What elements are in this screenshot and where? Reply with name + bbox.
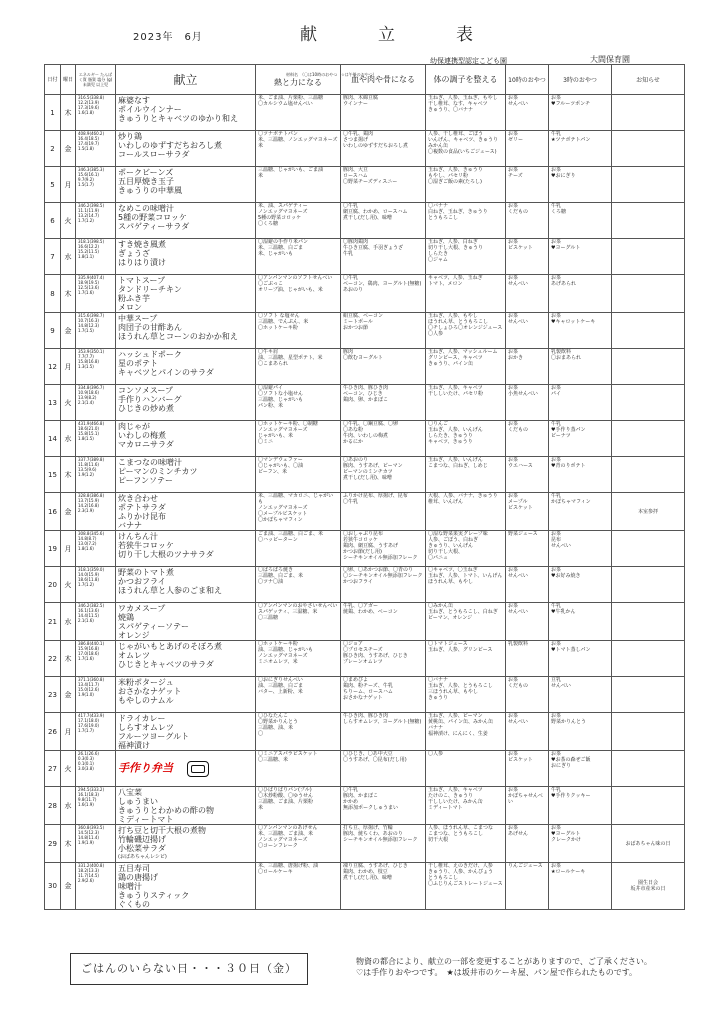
page-header xyxy=(0,0,723,64)
menu-note: (おばあちゃんレシピ) xyxy=(118,854,167,860)
table-row xyxy=(45,603,685,641)
col-snack10: 10時のおやつ xyxy=(506,65,549,95)
snack3-cell: 牛乳 ♥手作りクッキー xyxy=(549,787,612,825)
day-cell: 28 xyxy=(45,787,61,825)
red-ingredients-cell: 〇アンパンマンのソフトせんべい 〇ごぶっこ オリーブ油、じゃがいも、米 xyxy=(256,275,341,313)
snack10-cell: お茶 くだもの xyxy=(506,203,549,239)
snack10-cell: お茶 くだもの xyxy=(506,677,549,713)
menu-cell: ドライカレー しらすオムレツ フルーツヨーグルト 福神漬け xyxy=(116,713,256,751)
snack10-cell: お茶 小魚せんべい xyxy=(506,385,549,421)
day-cell: 21 xyxy=(45,603,61,641)
snack10-cell: りんごジュース xyxy=(506,863,549,910)
table-row xyxy=(45,531,685,567)
nutrient-cell: 346.3(385.3) 15.6(16.1) 9.7(9.2) 1.5(1.7) xyxy=(76,167,116,203)
green-ingredients-cell: 玉ねぎ、人参、キャベツ 干ししいたけ、パセリ粉 xyxy=(426,385,506,421)
green-ingredients-cell: 玉ねぎ、人参、ピーマン 黄桃缶、パイン缶、みかん缶 バナナ 福神漬け、にんにく、生姜 xyxy=(426,713,506,751)
snack3-cell: お茶 ★ロールケーキ xyxy=(549,863,612,910)
notice-cell xyxy=(612,567,685,603)
menu-cell xyxy=(116,825,256,863)
menu-cell xyxy=(116,751,256,787)
weekday-cell: 木 xyxy=(61,641,76,677)
red-ingredients-cell: 〇ソフト な塩せん 三温糖、でんぷん、米 〇ホットケーキ粉 xyxy=(256,313,341,349)
snack3-cell: お茶 ♥キャロットケーキ xyxy=(549,313,612,349)
table-row xyxy=(45,349,685,385)
menu-cell: じゃがいもとあげのそぼろ煮 オムレツ ひじきとキャベツのサラダ xyxy=(116,641,256,677)
notice-cell xyxy=(612,641,685,677)
snack10-cell: お茶 チーズ xyxy=(506,167,549,203)
col-menu: 献立 xyxy=(116,65,256,95)
nutrient-cell: 360.8(393.5) 14.5(12.3) 14.8(11.4) 1.9(1.9) xyxy=(76,825,116,863)
snack3-cell: お茶 ♥トマト蒸しパン xyxy=(549,641,612,677)
yellow-ingredients-cell: 〇牛乳、鶏肉 さつま揚げ いわしのゆずすだちおろし煮 xyxy=(341,131,426,167)
yellow-ingredients-cell: ふりかけ昆布、厚揚げ、昆布 〇牛乳 xyxy=(341,493,426,531)
snack10-cell: お茶 ウエハース xyxy=(506,457,549,493)
yellow-ingredients-cell: 豚肉、大豆 ロースハム 〇野菜チーズディスニー xyxy=(341,167,426,203)
menu-cell: 中華スープ 肉団子の甘酢あん ほうれん草とコーンのおかか和え xyxy=(116,313,256,349)
green-ingredients-cell: 〇りんご 玉ねぎ、人参、いんげん しらたき、きゅうり キャベツ、きゅうり xyxy=(426,421,506,457)
yellow-ingredients-cell: 絹豆腐、ベーコン ミートボール おかつお節 xyxy=(341,313,426,349)
green-ingredients-cell: 干し椎茸、えのきだけ、人参 きゅうり、人参、かんぴょう とうもろこし 〇ふじりんごストレートジュース xyxy=(426,863,506,910)
weekday-cell: 火 xyxy=(61,567,76,603)
day-cell: 2 xyxy=(45,131,61,167)
green-ingredients-cell: 〇みかん缶 玉ねぎ、とうもろこし、白ねぎ ピーマン、オレンジ xyxy=(426,603,506,641)
snack10-cell: お茶 せんべい xyxy=(506,713,549,751)
table-row xyxy=(45,95,685,131)
footer-line-1: 物資の都合により、献立の一部を変更することがありますので、ご了承ください。 xyxy=(356,957,652,966)
nutrient-cell: 417.7(433.9) 17.1(18.0) 17.6(19.0) 1.7(1.7) xyxy=(76,713,116,751)
weekday-cell: 木 xyxy=(61,457,76,493)
day-cell: 6 xyxy=(45,203,61,239)
table-row xyxy=(45,167,685,203)
red-ingredients-cell: 〇ひばりばりパン(プル) 〇木炒粉酸、〇ゆうせん 三温糖、ごま油、片栗粉 米 xyxy=(256,787,341,825)
notice-cell xyxy=(612,531,685,567)
green-ingredients-cell: 玉ねぎ、人参、きゅうり もやし、パセリ粉 〇湿ぎご飯の素(たろし) xyxy=(426,167,506,203)
snack10-cell: お茶 せんべい xyxy=(506,313,549,349)
green-ingredients-cell: 〇バナナ 玉ねぎ、人参、とうもろこし 三ほうれん草、もやし きゅうり xyxy=(426,677,506,713)
weekday-cell: 火 xyxy=(61,751,76,787)
snack3-cell: 牛乳 くろ糖 xyxy=(549,203,612,239)
bento-box-icon xyxy=(187,761,209,777)
snack3-cell: お茶 ♥おにぎり xyxy=(549,167,612,203)
notice-cell xyxy=(612,603,685,641)
notice-cell xyxy=(612,713,685,751)
col-red-label: 熱と力になる xyxy=(274,77,322,87)
ingredients-label: 材料名 （〇は10時のおやつ ☆は午後のおやつ） xyxy=(286,71,377,77)
red-ingredients-cell: 〇ばろぱろ焼き 三温糖、白ごま、米 〇ツナ〇油 xyxy=(256,567,341,603)
day-cell: 5 xyxy=(45,167,61,203)
nutrient-cell: 334.8(396.7) 10.9(18.6) 13.9(8.2) 2.1(1.4) xyxy=(76,385,116,421)
table-row xyxy=(45,131,685,167)
snack10-cell: お茶 ビスケット xyxy=(506,239,549,275)
footer-notes xyxy=(356,956,696,978)
green-ingredients-cell: 大根、人参、バナナ、きゅうり 椎茸、いんげん xyxy=(426,493,506,531)
table-row xyxy=(45,275,685,313)
snack3-cell: お茶 ♥お好み焼き xyxy=(549,567,612,603)
weekday-cell: 金 xyxy=(61,493,76,531)
green-ingredients-cell: 玉ねぎ、人参、白ねぎ 切り干し大根、きゅうり しらたき 〇ジャム xyxy=(426,239,506,275)
weekday-cell: 金 xyxy=(61,131,76,167)
table-row xyxy=(45,239,685,275)
nutrient-cell: 386.8(440.1) 15.9(16.8) 17.0(18.6) 1.7(1.6) xyxy=(76,641,116,677)
notice-cell xyxy=(612,313,685,349)
table-row xyxy=(45,677,685,713)
snack10-cell: お茶 かぼちゃせんべい xyxy=(506,787,549,825)
yellow-ingredients-cell: 凍り豆腐、うすあげ、ひじき 鶏肉、わかめ、枝豆 煮干し(だし用)、味噌 xyxy=(341,863,426,910)
snack3-cell: お茶 パイ xyxy=(549,385,612,421)
day-cell: 23 xyxy=(45,677,61,713)
nutrient-cell: 316.5(338.8) 12.2(13.9) 17.3(19.6) 1.6(1.8) xyxy=(76,95,116,131)
menu-cell: 米粉ポタージュ おさかなナゲット もやしのナムル xyxy=(116,677,256,713)
table-row xyxy=(45,863,685,910)
red-ingredients-cell: 〇ミニアスパラビスケット 〇三温糖、米 xyxy=(256,751,341,787)
snack3-cell: お茶 ♥お茶の森ぜご飯 おにぎり xyxy=(549,751,612,787)
green-ingredients-cell: 玉ねぎ、人参、マッシュルーム グリンピース、キャベツ きゅうり、パイン缶 xyxy=(426,349,506,385)
yellow-ingredients-cell: 豚肉、木綿豆腐 ウインナー xyxy=(341,95,426,131)
red-ingredients-cell: 米、油、スパゲティー ノンエッグマヨネーズ 5種の野菜コロッケ 〇くろ糖 xyxy=(256,203,341,239)
menu-cell: 五目寿司 鶏の唐揚げ 味噌汁 きゅうりスティック ぐくもの xyxy=(116,863,256,910)
weekday-cell: 金 xyxy=(61,863,76,910)
snack3-cell: お茶 あげあられ xyxy=(549,275,612,313)
col-nutrient: エネルギー たんぱく質 脂質 塩分 (g) 未満児 以上児 xyxy=(76,65,116,95)
table-row xyxy=(45,825,685,863)
snack3-cell: お茶 昆布 せんべい xyxy=(549,531,612,567)
col-snack3: 3時のおやつ xyxy=(549,65,612,95)
notice-cell xyxy=(612,203,685,239)
snack10-cell: 野菜ジュース xyxy=(506,531,549,567)
bento-label: 手作り弁当 xyxy=(118,761,173,775)
snack10-cell: お茶 せんべい xyxy=(506,95,549,131)
nutrient-cell: 346.2(382.5) 16.1(13.6) 14.4(11.5) 2.1(1.6) xyxy=(76,603,116,641)
notice-cell: 本室参拝 xyxy=(612,493,685,531)
menu-cell: 八宝菜 しゅうまい きゅうりとわかめの酢の物 ミディートマト xyxy=(116,787,256,825)
day-cell: 26 xyxy=(45,713,61,751)
table-row xyxy=(45,313,685,349)
year-month: 2023年 6月 xyxy=(133,32,203,43)
notice-cell: おばあちゃん味の日 xyxy=(612,825,685,863)
red-ingredients-cell: 〇アンパンマンのおやさいせんべい スパゲッティ、三温糖、米 〇三温糖 xyxy=(256,603,341,641)
snack10-cell: お茶 くだもの xyxy=(506,421,549,457)
snack3-cell: お茶 ♥ヨーグルト xyxy=(549,239,612,275)
menu-table xyxy=(44,64,685,910)
menu-cell: コンソメスープ 手作りハンバーグ ひじきの炒め煮 xyxy=(116,385,256,421)
weekday-cell: 火 xyxy=(61,203,76,239)
notice-cell xyxy=(612,167,685,203)
weekday-cell: 木 xyxy=(61,275,76,313)
day-cell: 7 xyxy=(45,239,61,275)
col-green: 体の調子を整える xyxy=(426,65,506,95)
green-ingredients-cell: 玉ねぎ、人参、キャベツ たけのこ、きゅうり 干ししいたけ、みかん缶 ミディートマト xyxy=(426,787,506,825)
day-cell: 12 xyxy=(45,349,61,385)
snack3-cell: 牛乳 かぼちゃマフィン xyxy=(549,493,612,531)
table-row xyxy=(45,567,685,603)
snack10-cell: お茶 ビスケット xyxy=(506,751,549,787)
notice-cell xyxy=(612,131,685,167)
col-notice: お知らせ xyxy=(612,65,685,95)
snack3-cell: 乳製飲料 〇おまあられ xyxy=(549,349,612,385)
snack10-cell: お茶 あげせん xyxy=(506,825,549,863)
red-ingredients-cell: 三温糖、じゃがいも、ごま油 米 xyxy=(256,167,341,203)
snack3-cell: お茶 ♥ヨーグルト クレークかけ xyxy=(549,825,612,863)
day-cell: 9 xyxy=(45,313,61,349)
red-ingredients-cell: 〇ホットケーキ粉 油、三温糖、じゃがいも ノンエッグマヨネーズ ミニオムレツ、米 xyxy=(256,641,341,677)
red-ingredients-cell: 〇ツナボテトパン 米、三温糖、ノンエッグマヨネーズ 米 xyxy=(256,131,341,167)
day-cell: 1 xyxy=(45,95,61,131)
red-ingredients-cell: 〇アンパンマンのあげせん 米、三温糖、ごま油、米 ノンエッグマヨネーズ 〇コーンフレーク xyxy=(256,825,341,863)
yellow-ingredients-cell: 〇牛乳 網豆腐、わかめ、ロースハム 煮干し(だし用)、味噌 xyxy=(341,203,426,239)
snack10-cell: お茶 せんべい xyxy=(506,567,549,603)
yellow-ingredients-cell: 〇牛乳 ベーコン、鶏肉、ヨーグルト(無糖) あおのり xyxy=(341,275,426,313)
yellow-ingredients-cell: 〇豚肉鶏肉 牛ひき豆腐、手羽ぎょうざ 牛乳 xyxy=(341,239,426,275)
notice-cell xyxy=(612,349,685,385)
weekday-cell: 木 xyxy=(61,825,76,863)
day-cell: 29 xyxy=(45,825,61,863)
menu-cell: こまつなの味噌汁 ピーマンのミンチカツ ピーフンソテー xyxy=(116,457,256,493)
nutrient-cell: 26.1(26.6) 0.3(0.3) 0.1(0.1) 3.0(3.8) xyxy=(76,751,116,787)
day-cell: 13 xyxy=(45,385,61,421)
red-ingredients-cell: 〇牛キ肩 油、三温糖、星型ポテト、米 〇こまあられ xyxy=(256,349,341,385)
menu-cell: けんちん汁 若狭牛コロッケ 切り干し大根のツナサラダ xyxy=(116,531,256,567)
snack3-cell: 牛乳 ♥牛乳かん xyxy=(549,603,612,641)
nutrient-cell: 335.9(407.4) 18.9(19.5) 12.5(13.6) 1.7(1.6) xyxy=(76,275,116,313)
nutrient-cell: 371.1(360.8) 13.4(11.7) 15.0(12.6) 1.9(1.0) xyxy=(76,677,116,713)
nutrient-cell: 408.9(460.2) 16.4(18.5) 17.4(19.7) 1.5(1.8) xyxy=(76,131,116,167)
col-week: 曜日 xyxy=(61,65,76,95)
green-ingredients-cell: 玉ねぎ、人参、もやし ほうれん草、とうもろこし 〇チしょひろ〇オレンジジュース 〇人参 xyxy=(426,313,506,349)
menu-cell: 炒り鶏 いわしのゆずすだちおろし煮 コールスローサラダ xyxy=(116,131,256,167)
menu-text: 打ち豆と切干大根の煮物 竹輪磯辺揚げ 小松菜サラダ xyxy=(118,826,206,853)
nutrient-cell: 431.9(466.8) 18.6(21.0) 15.8(15.1) 1.8(1.5) xyxy=(76,421,116,457)
weekday-cell: 月 xyxy=(61,713,76,751)
col-yellow: 血や肉や骨になる xyxy=(341,65,426,95)
table-row xyxy=(45,457,685,493)
snack10-cell: お茶 おかき xyxy=(506,349,549,385)
green-ingredients-cell: 玉ねぎ、人参、いんげん こまつな、白ねぎ、しめじ xyxy=(426,457,506,493)
yellow-ingredients-cell: 〇卵、〇あかつお節、〇青のり 〇シーチキンオイル無添加フレーク かつおフライ xyxy=(341,567,426,603)
nutrient-cell: 308.8(345.6) 14.8(8.7) 13.0(7.2) 1.8(1.6) xyxy=(76,531,116,567)
notice-cell xyxy=(612,421,685,457)
snack3-cell: 牛乳 ♥手作り蒸パン ピーナツ xyxy=(549,421,612,457)
nutrient-cell: 318.1(359.0) 14.0(15.9) 18.6(11.8) 1.7(1.2) xyxy=(76,567,116,603)
green-ingredients-cell: 〇トマトジュース 玉ねぎ、人参、グリンピース xyxy=(426,641,506,677)
snack10-cell: 乳製飲料 xyxy=(506,641,549,677)
yellow-ingredients-cell: 打ち豆、厚揚げ、竹輪 豚肉、焼ちくわ、あおのり シーチキンオイル無添加フレーク xyxy=(341,825,426,863)
weekday-cell: 月 xyxy=(61,531,76,567)
red-ingredients-cell: 〇ホットケーキ粉、〇制糖 ノンエッグマヨネーズ じゃがいも、米 〇ミニ xyxy=(256,421,341,457)
table-row xyxy=(45,713,685,751)
yellow-ingredients-cell: 〇ジョア 〇プロセスチーズ 豚ひき肉、うすあげ、ひじき プレーンオムレツ xyxy=(341,641,426,677)
weekday-cell: 月 xyxy=(61,349,76,385)
footer-line-2: ♡は手作りおやつです。 ★は坂井市のケーキ屋、パン屋で作られたものです。 xyxy=(356,968,638,977)
snack3-cell: お茶 ♥青のりポテト xyxy=(549,457,612,493)
nutrient-cell: 294.5(333.2) 16.1(18.3) 9.8(11.7) 1.6(1.9) xyxy=(76,787,116,825)
notice-cell xyxy=(612,239,685,275)
menu-cell: トマトスープ タンドリーチキン 粉ふき芋 メロン xyxy=(116,275,256,313)
nutrient-cell: 328.8(386.8) 13.7(15.9) 14.2(16.8) 2.3(1.9) xyxy=(76,493,116,531)
yellow-ingredients-cell: 〇まめぴよ 鶏肉、粉チーズ、牛乳 ちりーム、ロースハム おさかなナゲット xyxy=(341,677,426,713)
table-row xyxy=(45,203,685,239)
day-cell: 20 xyxy=(45,567,61,603)
menu-cell: 野菜のトマト煮 かつおフライ ほうれん草と人参のごま和え xyxy=(116,567,256,603)
day-cell: 16 xyxy=(45,493,61,531)
weekday-cell: 水 xyxy=(61,603,76,641)
table-row xyxy=(45,385,685,421)
day-cell: 19 xyxy=(45,531,61,567)
red-ingredients-cell: 〇湿避の手作り米パン 米、三温糖、白ごま 米、じゃがいも xyxy=(256,239,341,275)
day-cell: 30 xyxy=(45,863,61,910)
menu-cell: 麻婆なす ポイルウインナー きゅうりとキャベツのゆかり和え xyxy=(116,95,256,131)
yellow-ingredients-cell: 〇牛乳 豚肉、かまぼこ かかめ 無添加ポークしゅうまい xyxy=(341,787,426,825)
notice-cell xyxy=(612,457,685,493)
table-row xyxy=(45,493,685,531)
menu-cell: ハッシュドポーク 星のポテト キャベツとパインのサラダ xyxy=(116,349,256,385)
school-type: 幼保連携型認定こども園 xyxy=(430,57,507,65)
table-row xyxy=(45,751,685,787)
nutrient-cell: 353.9(350.1) 7.7(7.7) 15.8(16.8) 1.3(1.5) xyxy=(76,349,116,385)
snack3-cell: お茶 野菜かりんとう xyxy=(549,713,612,751)
page-title: 献 立 表 xyxy=(300,25,495,45)
nutrient-cell: 331.2(400.8) 18.2(13.3) 11.7(14.5) 2.9(2.6) xyxy=(76,863,116,910)
school-name: 大間保育園 xyxy=(590,55,630,64)
col-red xyxy=(256,65,377,95)
snack10-cell: お茶 せんべい xyxy=(506,603,549,641)
no-rice-day-box: ごはんのいらない日・・・３０日（金） xyxy=(70,953,308,985)
table-row xyxy=(45,787,685,825)
green-ingredients-cell: 〇湿な野菜果実グレープ味 人参、ごぼう、白ねぎ きゅうり、いんげん 切り干し大根、 〇パニュ xyxy=(426,531,506,567)
menu-cell: 炊き合わせ ポテトサラダ ふりかけ昆布 バナナ xyxy=(116,493,256,531)
day-cell: 14 xyxy=(45,421,61,457)
notice-cell: 園生日会 坂井市産米の日 xyxy=(612,863,685,910)
nutrient-cell: 337.7(389.8) 11.8(11.6) 13.5(9.6) 1.9(1.2) xyxy=(76,457,116,493)
day-cell: 8 xyxy=(45,275,61,313)
red-ingredients-cell: 〇湿避パイ 〇ソフトな小塩せん 三温糖、じゃがいも パン粉、米 xyxy=(256,385,341,421)
notice-cell xyxy=(612,677,685,713)
nutrient-cell: 346.2(398.5) 11.1(11.9) 13.2(14.7) 1.7(1.2) xyxy=(76,203,116,239)
notice-cell xyxy=(612,751,685,787)
weekday-cell: 火 xyxy=(61,385,76,421)
red-ingredients-cell: 〇マンデウェファー 〇じゃがいも、〇油 ビーフン、米 xyxy=(256,457,341,493)
yellow-ingredients-cell: 牛乳、〇アガー 焼鶏、わかめ、ベーコン xyxy=(341,603,426,641)
green-ingredients-cell: 人参、ほうれん草、こまつな こまつな、とうもろこし 切干大根 xyxy=(426,825,506,863)
weekday-cell: 水 xyxy=(61,239,76,275)
snack3-cell: 牛乳 ★ツナボテトパン xyxy=(549,131,612,167)
green-ingredients-cell: 人参、干し椎茸、ごぼう いんげん、キャベツ、きゅうり みかん缶 〇複数の食品(いちごジュース) xyxy=(426,131,506,167)
day-cell: 15 xyxy=(45,457,61,493)
notice-cell xyxy=(612,95,685,131)
table-row xyxy=(45,421,685,457)
weekday-cell: 月 xyxy=(61,167,76,203)
yellow-ingredients-cell: 豚肉 〇飲むヨーグルト xyxy=(341,349,426,385)
snack3-cell: お茶 ♥フルーツポンチ xyxy=(549,95,612,131)
weekday-cell: 金 xyxy=(61,677,76,713)
green-ingredients-cell: 〇人参 xyxy=(426,751,506,787)
red-ingredients-cell: 〇おにぎりせんべい 油、三温糖、白ごま バター、上新粉、米 xyxy=(256,677,341,713)
nutrient-cell: 315.6(398.7) 10.7(16.3) 14.8(12.3) 1.7(1.5) xyxy=(76,313,116,349)
notice-cell xyxy=(612,275,685,313)
red-ingredients-cell: 米、ごま油、片栗粉、三温糖 〇カルシウム塩せんべい xyxy=(256,95,341,131)
red-ingredients-cell: 米、三温糖、マカロニ、じゃがいも ノンエッグマヨネーズ 〇メーブルビスケット 〇かぼちゃマフィン xyxy=(256,493,341,531)
menu-cell: すき焼き風煮 ぎょうざ はりはり漬け xyxy=(116,239,256,275)
snack10-cell: お茶 メープル ビスケット xyxy=(506,493,549,531)
snack10-cell: お茶 せんべい xyxy=(506,275,549,313)
green-ingredients-cell: 〇キャベツ、〇玉ねぎ 玉ねぎ、人参、トマト、いんげん ほうれん草、もやし xyxy=(426,567,506,603)
col-day: 日付 xyxy=(45,65,61,95)
green-ingredients-cell: 〇バナナ 白ねぎ、玉ねぎ、きゅうり とうもろこし xyxy=(426,203,506,239)
snack10-cell: お茶 ゼリー xyxy=(506,131,549,167)
yellow-ingredients-cell: 〇おしゃぶり昆布 若狭牛コロッケ 鶏肉、網豆腐、うすあげ かつお節(だし用) シーチキンオイル無添加フレーク xyxy=(341,531,426,567)
yellow-ingredients-cell: 〇あおのり 豚肉、うすあげ、ピーマン ピーマンのミンチカツ 煮干し(だし用)、味噌 xyxy=(341,457,426,493)
red-ingredients-cell: 米、三温糖、唐揚げ粉、油 〇ロールケーキ xyxy=(256,863,341,910)
weekday-cell: 水 xyxy=(61,787,76,825)
menu-cell: ポークビーンズ 五目厚焼き玉子 きゅうりの中華風 xyxy=(116,167,256,203)
menu-cell: 肉じゃが いわしの梅煮 マカロニサラダ xyxy=(116,421,256,457)
green-ingredients-cell: キャベツ、人参、玉ねぎ トマト、メロン xyxy=(426,275,506,313)
snack3-cell: 豆乳 せんべい xyxy=(549,677,612,713)
green-ingredients-cell: 玉ねぎ、人参、玉ねぎ、もやし 干し椎茸、なす、キャベツ きゅうり、〇バナナ xyxy=(426,95,506,131)
menu-cell: なめこの味噌汁 5種の野菜コロッケ スパゲティーサラダ xyxy=(116,203,256,239)
nutrient-cell: 318.1(398.5) 16.6(12.2) 15.2(11.5) 1.8(1.1) xyxy=(76,239,116,275)
weekday-cell: 金 xyxy=(61,313,76,349)
yellow-ingredients-cell: 牛ひき肉、豚ひき肉 しらすオムレツ、ヨーグルト(無糖) xyxy=(341,713,426,751)
menu-cell: ワカメスープ 焼鶏 スパゲティーソテー オレンジ xyxy=(116,603,256,641)
day-cell: 27 xyxy=(45,751,61,787)
yellow-ingredients-cell: 牛ひき肉、豚ひき肉 ベーコン、ひじき 鶏肉、卵、かまぼこ xyxy=(341,385,426,421)
red-ingredients-cell: 〇ひなたんこ 〇野菜かりんとう 三温糖、油、米 〇 xyxy=(256,713,341,751)
yellow-ingredients-cell: 〇牛乳、〇鋼豆腐、〇卵 〇あな粉 牛肉、いわしの梅煮 かるにか xyxy=(341,421,426,457)
table-row xyxy=(45,641,685,677)
weekday-cell: 木 xyxy=(61,95,76,131)
notice-cell xyxy=(612,787,685,825)
red-ingredients-cell: ごま油、三温糖、白ごま、米 〇ハッピーターン xyxy=(256,531,341,567)
notice-cell xyxy=(612,385,685,421)
day-cell: 22 xyxy=(45,641,61,677)
weekday-cell: 水 xyxy=(61,421,76,457)
yellow-ingredients-cell: 〇ひじき、〇あ中大豆 〇うすあげ、〇昆布(だし用) xyxy=(341,751,426,787)
